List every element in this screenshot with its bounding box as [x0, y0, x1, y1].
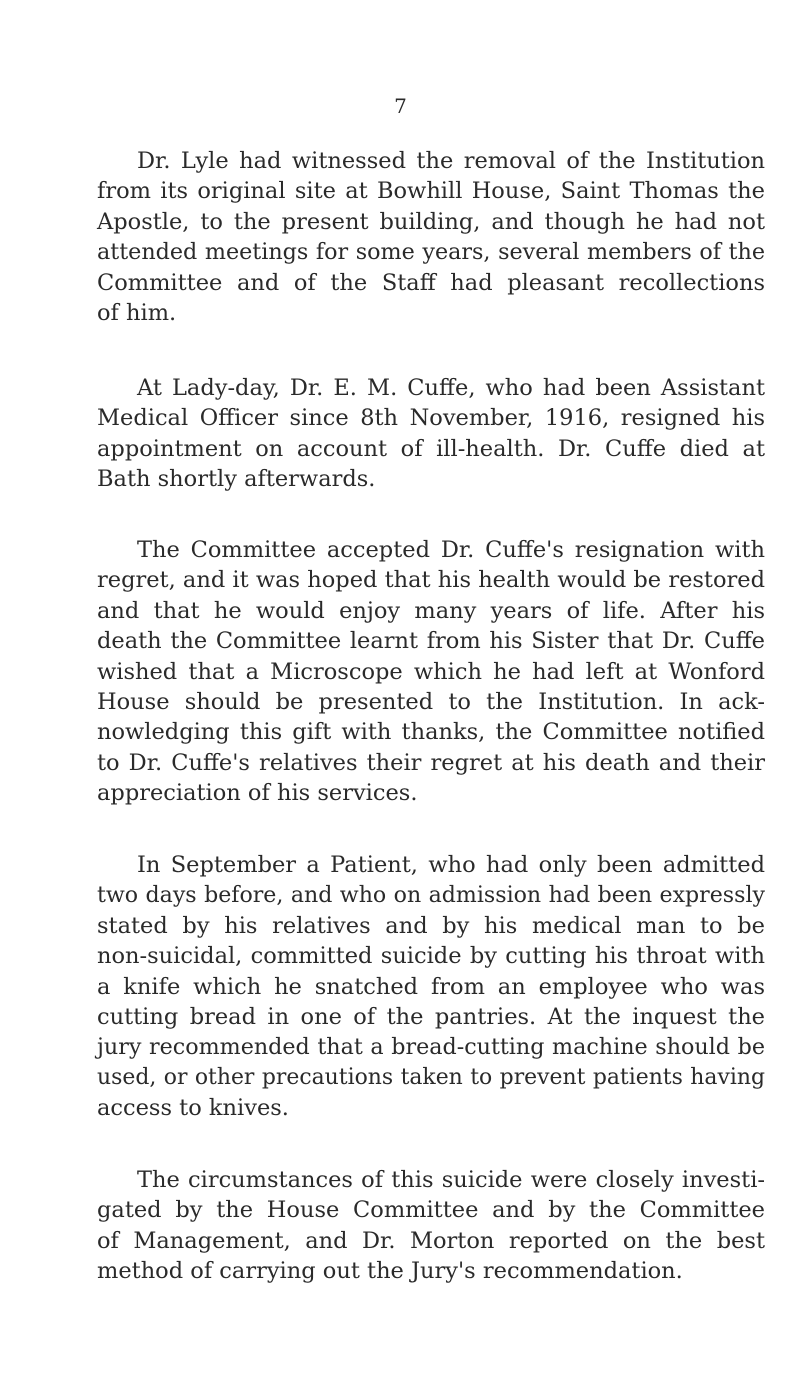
- text-line: The circumstances of this suicide were closely investi-: [137, 1167, 765, 1193]
- text-line: access to knives.: [97, 1095, 289, 1122]
- text-line: from its original site at Bowhill House, Saint Thomas the: [97, 178, 765, 205]
- text-line: a knife which he snatched from an employee who was: [97, 973, 765, 1000]
- text-line: used, or other precautions taken to prevent patients having: [97, 1064, 765, 1090]
- text-line: Bath shortly afterwards.: [97, 466, 376, 493]
- text-line: attended meetings for some years, several members of the: [97, 239, 765, 266]
- text-line: and that he would enjoy many years of life. After his: [97, 597, 765, 624]
- text-line: Committee and of the Staff had pleasant recollections: [97, 269, 765, 296]
- text-line: of Management, and Dr. Morton reported on the best: [97, 1227, 765, 1254]
- text-line: of him.: [97, 300, 177, 327]
- text-line: Medical Officer since 8th November, 1916, resigned his: [97, 405, 765, 432]
- paragraph-committee-regret: [97, 535, 765, 809]
- text-line: wished that a Microscope which he had left at Wonford: [97, 658, 765, 685]
- paragraph-lyle: [97, 146, 765, 328]
- page-number: 7: [394, 94, 407, 118]
- text-line: cutting bread in one of the pantries. At the inquest the: [97, 1004, 765, 1031]
- text-line: House should be presented to the Institution. In ack-: [97, 689, 765, 716]
- text-line: nowledging this gift with thanks, the Committee notified: [97, 719, 765, 746]
- text-line: Apostle, to the present building, and though he had not: [97, 208, 765, 235]
- text-line: regret, and it was hoped that his health would be restored: [97, 567, 765, 594]
- text-line: death the Committee learnt from his Sister that Dr. Cuffe: [97, 628, 765, 655]
- text-line: stated by his relatives and by his medical man to be: [97, 912, 765, 939]
- text-line: gated by the House Committee and by the Committee: [97, 1197, 765, 1224]
- paragraph-september-patient: [97, 850, 765, 1124]
- text-line: two days before, and who on admission had been expressly: [97, 882, 765, 909]
- paragraph-investigation: [97, 1165, 765, 1287]
- text-line: In September a Patient, who had only been admitted: [137, 852, 765, 878]
- text-line: non-suicidal, committed suicide by cutting his throat with: [97, 943, 765, 970]
- text-line: to Dr. Cuffe's relatives their regret at his death and their: [97, 749, 765, 776]
- text-line: Dr. Lyle had witnessed the removal of the Institution: [137, 148, 765, 174]
- text-line: jury recommended that a bread-cutting machine should be: [97, 1034, 765, 1061]
- text-line: The Committee accepted Dr. Cuffe's resignation with: [137, 537, 765, 563]
- paragraph-cuffe-resignation: [97, 373, 765, 495]
- text-line: At Lady-day, Dr. E. M. Cuffe, who had been Assistant: [137, 375, 765, 401]
- text-line: appreciation of his services.: [97, 780, 418, 807]
- text-line: method of carrying out the Jury's recommendation.: [97, 1258, 683, 1285]
- text-line: appointment on account of ill-health. Dr. Cuffe died at: [97, 435, 765, 462]
